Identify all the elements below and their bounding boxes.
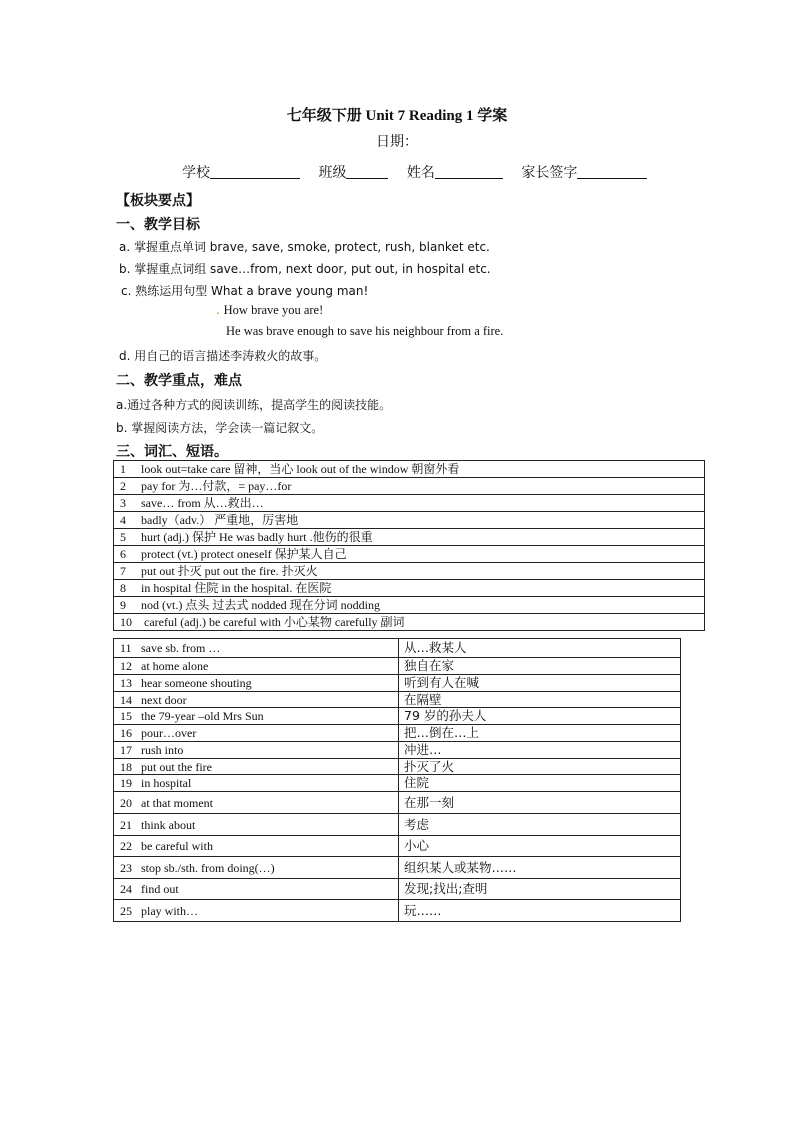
phrase-en-cell	[114, 742, 399, 759]
phrase-zh-cell	[399, 900, 681, 922]
phrase-en-cell	[114, 814, 399, 836]
key-point-b: b. 掌握阅读方法，学会读一篇记叙文。	[116, 421, 324, 435]
parent-signature-blank[interactable]	[577, 164, 647, 179]
objective-b: b. 掌握重点词组 save…from, next door, put out, in hospital etc.	[119, 262, 491, 276]
phrase-en-cell	[114, 792, 399, 814]
row-number: 18	[120, 759, 132, 774]
phrase-en: save sb. from …	[141, 641, 221, 655]
phrase-zh-cell	[399, 857, 681, 879]
phrase-zh-cell	[399, 814, 681, 836]
class-blank[interactable]	[346, 164, 388, 179]
table-row	[114, 546, 705, 563]
table-row	[114, 529, 705, 546]
vocab-note-cell	[114, 614, 705, 631]
phrase-zh: 独自在家	[404, 658, 455, 673]
phrase-en: rush into	[141, 743, 184, 757]
phrase-zh: 在隔壁	[404, 691, 442, 707]
phrase-zh: 把…倒在…上	[404, 725, 480, 740]
objective-c-sentence-2: . How brave you are!	[216, 303, 324, 317]
row-number: 3	[120, 496, 126, 510]
phrase-zh: 小心	[404, 838, 430, 853]
table-row	[114, 563, 705, 580]
name-blank[interactable]	[435, 164, 503, 179]
phrase-en-cell	[114, 759, 399, 775]
parent-signature-label: 家长签字	[521, 165, 578, 181]
vocab-heading: 三、词汇、短语。	[116, 444, 228, 460]
row-number: 7	[120, 564, 126, 578]
phrase-zh-cell	[399, 725, 681, 742]
row-number: 10	[120, 615, 132, 629]
row-number: 1	[120, 462, 126, 476]
school-blank[interactable]	[210, 164, 300, 179]
table-row	[114, 639, 681, 658]
table-row	[114, 614, 705, 631]
table-row	[114, 725, 681, 742]
row-number: 13	[120, 676, 132, 690]
phrase-en-cell	[114, 857, 399, 879]
phrase-en: play with…	[141, 903, 198, 918]
row-number: 22	[120, 839, 132, 853]
objective-d: d. 用自己的语言描述李涛救火的故事。	[119, 349, 327, 363]
row-number: 23	[120, 860, 132, 875]
vocab-note-cell	[114, 597, 705, 614]
phrase-zh-cell	[399, 658, 681, 675]
class-label: 班级	[318, 165, 347, 181]
table-row	[114, 814, 681, 836]
vocab-table-phrases	[113, 638, 681, 922]
phrase-en-cell	[114, 879, 399, 900]
vocab-note-cell	[114, 546, 705, 563]
phrase-en: put out the fire	[141, 759, 212, 774]
row-number: 15	[120, 709, 132, 723]
phrase-en-cell	[114, 725, 399, 742]
phrase-en: stop sb./sth. from doing(…)	[141, 860, 275, 875]
phrase-en: at home alone	[141, 659, 209, 673]
page-title: 七年级下册 Unit 7 Reading 1 学案	[286, 108, 508, 124]
vocab-note-text: save… from 从…救出…	[141, 496, 264, 510]
phrase-zh: 在那一刻	[404, 794, 455, 810]
objective-c-sentence-3	[226, 324, 503, 339]
table-row	[114, 775, 681, 792]
sentence-text: He was brave enough to save his neighbour from a fire.	[226, 324, 504, 338]
phrase-zh: 发现;找出;查明	[404, 881, 488, 896]
table-row	[114, 692, 681, 708]
table-row	[114, 580, 705, 597]
sentence-text: How brave you are!	[223, 303, 324, 317]
key-points-heading: 二、教学重点，难点	[116, 373, 242, 389]
vocab-note-cell	[114, 563, 705, 580]
vocab-table-notes	[113, 460, 705, 631]
phrase-en: be careful with	[141, 839, 213, 853]
table-row	[114, 675, 681, 692]
phrase-en: the 79-year –old Mrs Sun	[141, 709, 264, 723]
vocab-note-text: careful (adj.) be careful with 小心某物 carefully 副词	[141, 615, 405, 629]
phrase-zh-cell	[399, 759, 681, 775]
table-row	[114, 792, 681, 814]
phrase-zh: 听到有人在喊	[404, 675, 480, 690]
objective-a: a. 掌握重点单词 brave, save, smoke, protect, rush, blanket etc.	[119, 240, 490, 254]
row-number: 5	[120, 530, 126, 544]
vocab-note-text: protect (vt.) protect oneself 保护某人自己	[141, 547, 347, 561]
vocab-note-text: badly（adv.） 严重地，厉害地	[141, 513, 299, 527]
phrase-zh-cell	[399, 708, 681, 725]
phrase-en-cell	[114, 675, 399, 692]
phrase-zh: 住院	[404, 775, 430, 790]
phrase-zh: 组织某人或某物……	[404, 859, 517, 875]
table-row	[114, 478, 705, 495]
vocab-note-cell	[114, 512, 705, 529]
row-number: 4	[120, 513, 126, 527]
table-row	[114, 836, 681, 857]
vocab-note-cell	[114, 529, 705, 546]
row-number: 14	[120, 692, 132, 707]
phrase-zh-cell	[399, 675, 681, 692]
phrase-en: find out	[141, 882, 179, 896]
table-row	[114, 658, 681, 675]
vocab-note-cell	[114, 580, 705, 597]
row-number: 9	[120, 598, 126, 612]
phrase-zh-cell	[399, 879, 681, 900]
vocab-note-text: nod (vt.) 点头 过去式 nodded 现在分词 nodding	[141, 598, 380, 612]
school-label: 学校	[182, 165, 210, 181]
phrase-zh: 玩……	[404, 902, 442, 918]
vocab-note-cell	[114, 495, 705, 512]
table-row	[114, 461, 705, 478]
key-point-a: a.通过各种方式的阅读训练，提高学生的阅读技能。	[116, 398, 392, 412]
vocab-note-text: hurt (adj.) 保护 He was badly hurt .他伤的很重	[141, 530, 373, 544]
vocab-note-text: put out 扑灭 put out the fire. 扑灭火	[141, 564, 318, 578]
phrase-zh: 考虑	[404, 816, 430, 832]
phrase-zh: 冲进…	[404, 742, 442, 757]
phrase-zh-cell	[399, 792, 681, 814]
phrase-zh: 79 岁的孙夫人	[404, 708, 487, 723]
phrase-zh-cell	[399, 692, 681, 708]
vocab-note-cell	[114, 461, 705, 478]
row-number: 11	[120, 641, 132, 655]
table-row	[114, 495, 705, 512]
date-label: 日期：	[376, 134, 418, 150]
phrase-en: in hospital	[141, 776, 192, 790]
phrase-zh-cell	[399, 742, 681, 759]
phrase-en: at that moment	[141, 795, 213, 810]
row-number: 20	[120, 795, 132, 810]
row-number: 6	[120, 547, 126, 561]
table-row	[114, 742, 681, 759]
row-number: 12	[120, 659, 132, 673]
name-label: 姓名	[406, 165, 435, 181]
row-number: 19	[120, 776, 132, 790]
row-number: 16	[120, 726, 132, 740]
row-number: 24	[120, 882, 132, 896]
vocab-note-text: pay for 为…付款，= pay…for	[141, 479, 292, 493]
vocab-table-phrases-body	[114, 639, 681, 922]
phrase-en-cell	[114, 708, 399, 725]
row-number: 21	[120, 817, 132, 832]
objective-c: c. 熟练运用句型 What a brave young man!	[121, 284, 369, 298]
table-row	[114, 879, 681, 900]
phrase-zh: 从…救某人	[404, 640, 467, 655]
row-number: 25	[120, 903, 132, 918]
vocab-table-notes-body	[114, 461, 705, 631]
table-row	[114, 708, 681, 725]
table-row	[114, 597, 705, 614]
vocab-note-cell	[114, 478, 705, 495]
objectives-heading: 一、教学目标	[116, 217, 200, 233]
phrase-en-cell	[114, 900, 399, 922]
phrase-en-cell	[114, 692, 399, 708]
phrase-en-cell	[114, 775, 399, 792]
vocab-note-text: look out=take care 留神，当心 look out of the window 朝窗外看	[141, 462, 460, 476]
table-row	[114, 759, 681, 775]
row-number: 8	[120, 581, 126, 595]
phrase-en-cell	[114, 836, 399, 857]
row-number: 17	[120, 743, 132, 757]
phrase-en: think about	[141, 817, 196, 832]
phrase-en: hear someone shouting	[141, 676, 252, 690]
section-heading: 【板块要点】	[116, 193, 200, 209]
phrase-zh-cell	[399, 639, 681, 658]
phrase-zh-cell	[399, 775, 681, 792]
student-info-fields	[182, 162, 647, 182]
vocab-note-text: in hospital 住院 in the hospital. 在医院	[141, 581, 332, 595]
table-row	[114, 900, 681, 922]
phrase-en: next door	[141, 692, 187, 707]
phrase-zh-cell	[399, 836, 681, 857]
row-number: 2	[120, 479, 126, 493]
phrase-en-cell	[114, 639, 399, 658]
phrase-zh: 扑灭了火	[404, 758, 455, 774]
phrase-en-cell	[114, 658, 399, 675]
table-row	[114, 512, 705, 529]
table-row	[114, 857, 681, 879]
phrase-en: pour…over	[141, 726, 197, 740]
